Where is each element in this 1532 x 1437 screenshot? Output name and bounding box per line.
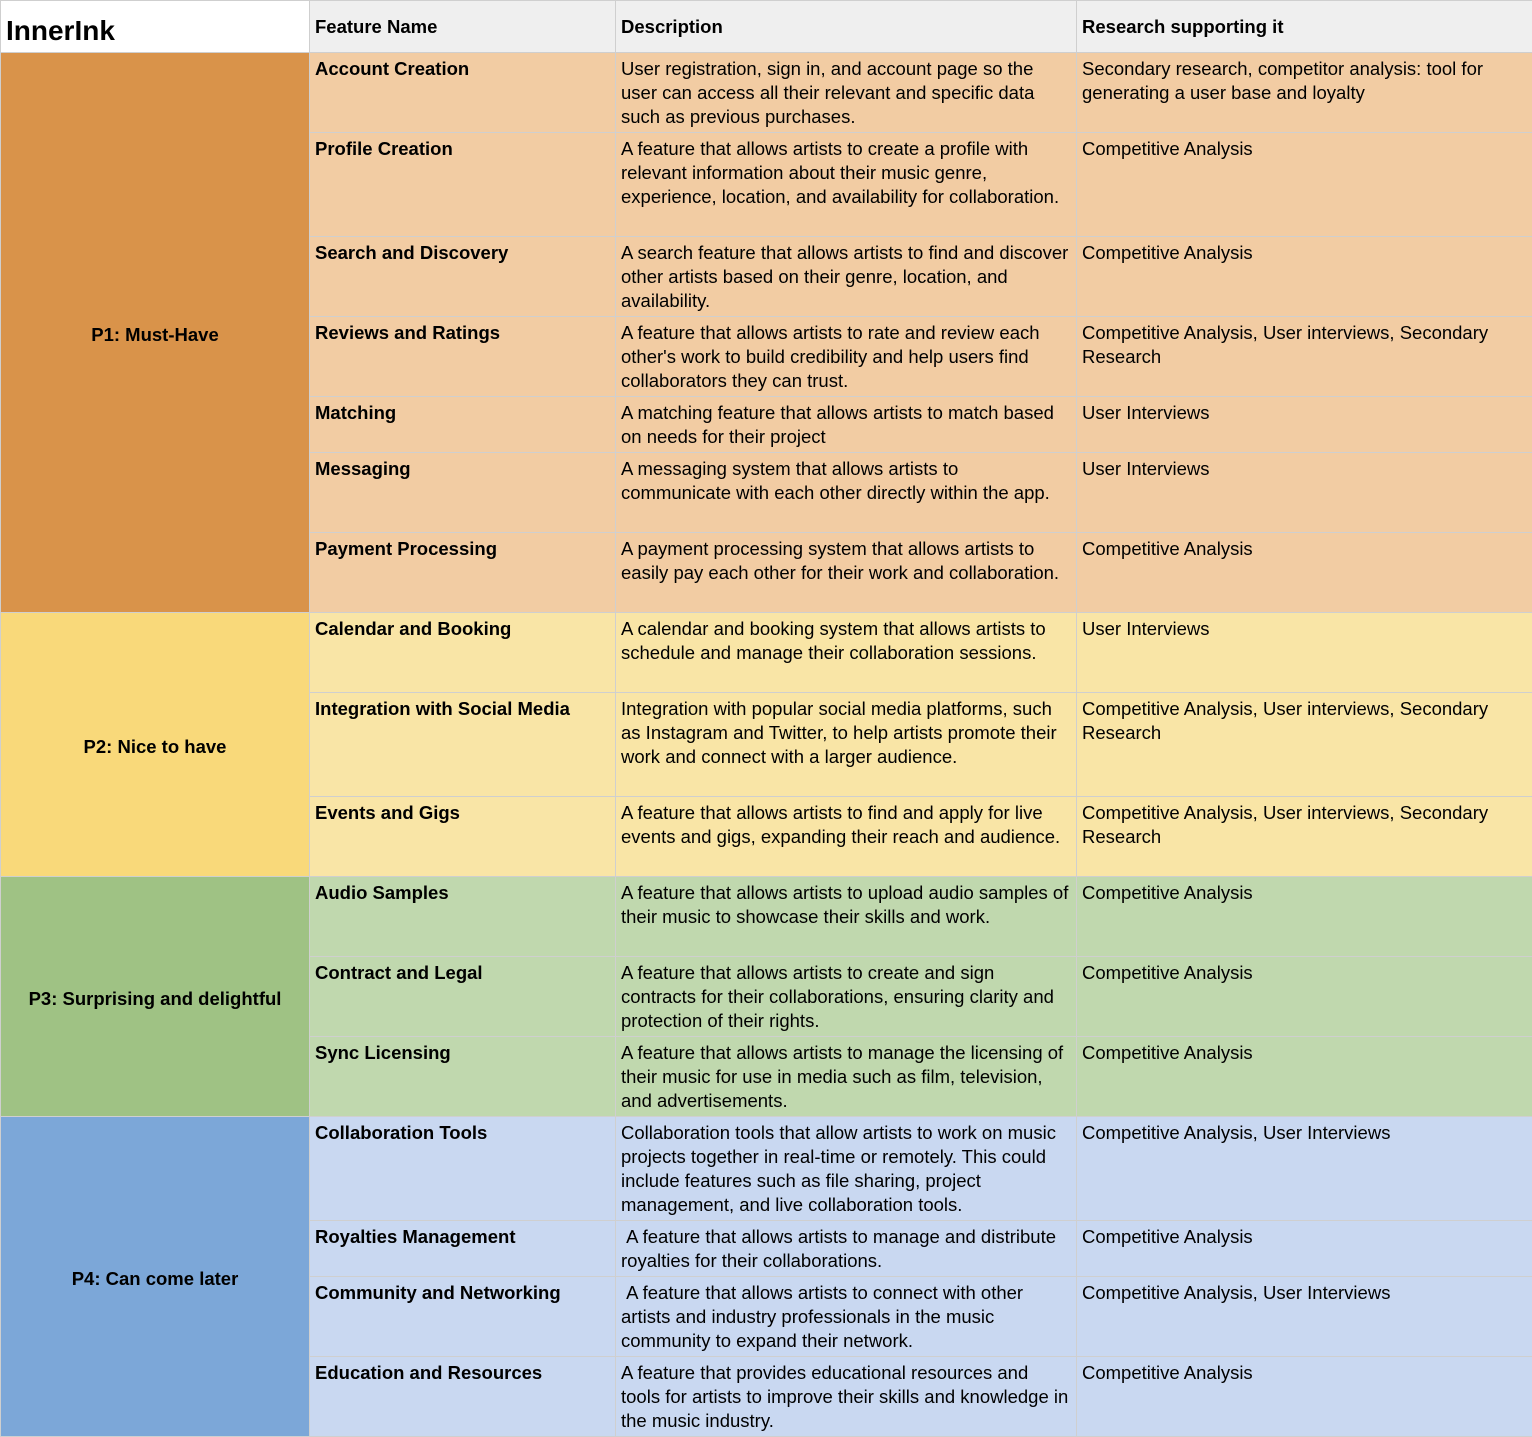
feature-name-cell[interactable]: Sync Licensing: [310, 1037, 616, 1117]
header-row: [1, 1, 1532, 53]
priority-label[interactable]: P2: Nice to have: [1, 613, 310, 877]
feature-name-cell[interactable]: Audio Samples: [310, 877, 616, 957]
feature-name-cell[interactable]: Search and Discovery: [310, 237, 616, 317]
description-cell[interactable]: A payment processing system that allows artists to easily pay each other for their work and collaboration.: [616, 533, 1077, 613]
feature-name-cell[interactable]: Account Creation: [310, 53, 616, 133]
feature-name-cell[interactable]: Royalties Management: [310, 1221, 616, 1277]
feature-name-cell[interactable]: Calendar and Booking: [310, 613, 616, 693]
feature-name-cell[interactable]: Collaboration Tools: [310, 1117, 616, 1221]
table-row: [1, 53, 1532, 133]
sheet-title[interactable]: InnerInk: [1, 1, 310, 53]
feature-name-cell[interactable]: Reviews and Ratings: [310, 317, 616, 397]
research-cell[interactable]: Competitive Analysis: [1077, 1037, 1532, 1117]
description-cell[interactable]: A feature that allows artists to create and sign contracts for their collaborations, ensuring clarity and protection of their rights.: [616, 957, 1077, 1037]
description-cell[interactable]: User registration, sign in, and account page so the user can access all their relevant and specific data such as previous purchases.: [616, 53, 1077, 133]
description-cell[interactable]: Integration with popular social media platforms, such as Instagram and Twitter, to help artists promote their work and connect with a larger audience.: [616, 693, 1077, 797]
research-cell[interactable]: Competitive Analysis: [1077, 533, 1532, 613]
feature-name-cell[interactable]: Education and Resources: [310, 1357, 616, 1437]
research-cell[interactable]: User Interviews: [1077, 453, 1532, 533]
description-cell[interactable]: A feature that allows artists to rate and review each other's work to build credibility and help users find collaborators they can trust.: [616, 317, 1077, 397]
research-cell[interactable]: Competitive Analysis: [1077, 237, 1532, 317]
feature-name-cell[interactable]: Contract and Legal: [310, 957, 616, 1037]
priority-label[interactable]: P1: Must-Have: [1, 53, 310, 613]
feature-name-cell[interactable]: Matching: [310, 397, 616, 453]
priority-label[interactable]: P4: Can come later: [1, 1117, 310, 1437]
description-cell[interactable]: A feature that allows artists to upload audio samples of their music to showcase their skills and work.: [616, 877, 1077, 957]
research-cell[interactable]: User Interviews: [1077, 613, 1532, 693]
research-cell[interactable]: Competitive Analysis: [1077, 1357, 1532, 1437]
research-cell[interactable]: Competitive Analysis: [1077, 1221, 1532, 1277]
research-cell[interactable]: Competitive Analysis, User interviews, Secondary Research: [1077, 797, 1532, 877]
feature-name-cell[interactable]: Community and Networking: [310, 1277, 616, 1357]
feature-name-cell[interactable]: Integration with Social Media: [310, 693, 616, 797]
header-research[interactable]: Research supporting it: [1077, 1, 1532, 53]
description-cell[interactable]: A matching feature that allows artists to match based on needs for their project: [616, 397, 1077, 453]
research-cell[interactable]: Competitive Analysis, User interviews, Secondary Research: [1077, 317, 1532, 397]
table-row: [1, 613, 1532, 693]
research-cell[interactable]: User Interviews: [1077, 397, 1532, 453]
header-description[interactable]: Description: [616, 1, 1077, 53]
feature-name-cell[interactable]: Payment Processing: [310, 533, 616, 613]
research-cell[interactable]: Secondary research, competitor analysis: tool for generating a user base and loyalty: [1077, 53, 1532, 133]
research-cell[interactable]: Competitive Analysis: [1077, 133, 1532, 237]
table-row: [1, 877, 1532, 957]
feature-name-cell[interactable]: Profile Creation: [310, 133, 616, 237]
description-cell[interactable]: A feature that provides educational resources and tools for artists to improve their skills and knowledge in the music industry.: [616, 1357, 1077, 1437]
description-cell[interactable]: A feature that allows artists to manage and distribute royalties for their collaborations.: [616, 1221, 1077, 1277]
table-row: [1, 1117, 1532, 1221]
feature-name-cell[interactable]: Messaging: [310, 453, 616, 533]
research-cell[interactable]: Competitive Analysis: [1077, 957, 1532, 1037]
description-cell[interactable]: A feature that allows artists to manage the licensing of their music for use in media such as film, television, and advertisements.: [616, 1037, 1077, 1117]
research-cell[interactable]: Competitive Analysis: [1077, 877, 1532, 957]
table-body: [1, 53, 1532, 1437]
research-cell[interactable]: Competitive Analysis, User interviews, Secondary Research: [1077, 693, 1532, 797]
description-cell[interactable]: A messaging system that allows artists to communicate with each other directly within the app.: [616, 453, 1077, 533]
description-cell[interactable]: A feature that allows artists to find and apply for live events and gigs, expanding their reach and audience.: [616, 797, 1077, 877]
priority-label[interactable]: P3: Surprising and delightful: [1, 877, 310, 1117]
description-cell[interactable]: Collaboration tools that allow artists to work on music projects together in real-time or remotely. This could include features such as file sharing, project management, and live collaboration tools.: [616, 1117, 1077, 1221]
description-cell[interactable]: A feature that allows artists to create a profile with relevant information about their music genre, experience, location, and availability for collaboration.: [616, 133, 1077, 237]
description-cell[interactable]: A search feature that allows artists to find and discover other artists based on their genre, location, and availability.: [616, 237, 1077, 317]
research-cell[interactable]: Competitive Analysis, User Interviews: [1077, 1117, 1532, 1221]
description-cell[interactable]: A calendar and booking system that allows artists to schedule and manage their collaboration sessions.: [616, 613, 1077, 693]
feature-name-cell[interactable]: Events and Gigs: [310, 797, 616, 877]
header-feature-name[interactable]: Feature Name: [310, 1, 616, 53]
research-cell[interactable]: Competitive Analysis, User Interviews: [1077, 1277, 1532, 1357]
description-cell[interactable]: A feature that allows artists to connect with other artists and industry professionals in the music community to expand their network.: [616, 1277, 1077, 1357]
